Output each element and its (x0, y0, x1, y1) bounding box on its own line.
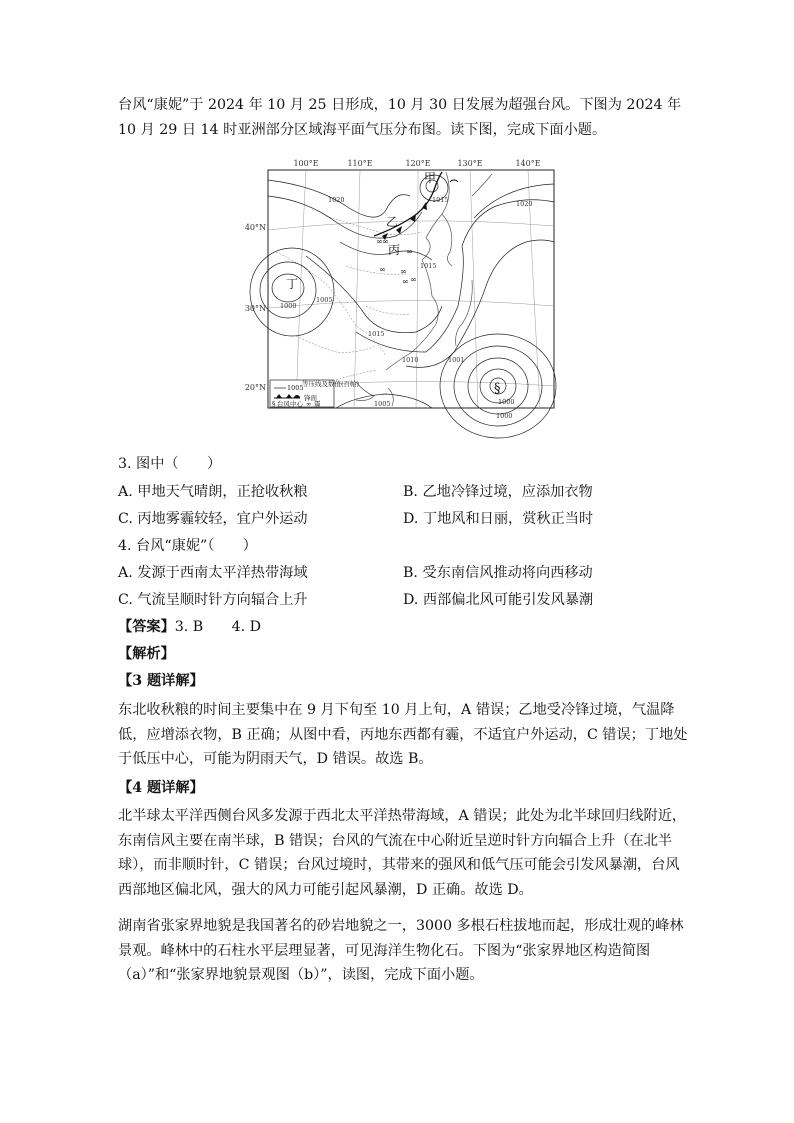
detail-3-label: 【3 题详解】 (118, 673, 204, 689)
q3-stem: 3. 图中（ ） (118, 456, 222, 472)
isobar-label: 1020 (328, 196, 345, 204)
answer-text: 3. B 4. D (174, 619, 262, 635)
q4-option-c: C. 气流呈顺时针方向辐合上升 (118, 592, 308, 608)
q3-option-c: C. 丙地雾霾较轻，宜户外运动 (118, 511, 308, 527)
isobar-label: 1000 (496, 412, 513, 420)
answer-line (118, 617, 261, 637)
typhoon-center-icon: § (494, 381, 501, 396)
place-label-yi: 乙 (386, 215, 399, 229)
isobar-label: 1020 (516, 200, 533, 208)
svg-text:∞: ∞ (382, 237, 389, 246)
q3-option-b: B. 乙地冷锋过境，应添加衣物 (403, 484, 593, 500)
place-label-ding: 丁 (286, 277, 299, 291)
svg-text:∞: ∞ (406, 247, 413, 256)
svg-text:∞: ∞ (306, 400, 312, 408)
legend-isobar-text: 等压线及数值(百帕) (302, 380, 360, 388)
lat-label-40: 40°N (244, 223, 266, 232)
lon-label-130: 130°E (457, 159, 483, 168)
svg-text:∞: ∞ (410, 275, 417, 284)
svg-text:§: § (272, 400, 276, 408)
isobar-label: 1015 (420, 262, 437, 270)
svg-text:1005: 1005 (287, 384, 304, 392)
isobar-label: 1010 (402, 356, 419, 364)
lon-label-120: 120°E (405, 159, 431, 168)
pressure-map (236, 156, 566, 420)
legend-haze-text: 霾 (314, 400, 321, 408)
detail-3-text: 东北收秋粮的时间主要集中在 9 月下旬至 10 月上旬，A 错误；乙地受冷锋过境，气温降低，应增添衣物，B 正确；从图中看，丙地东西都有霾，不适宜户外运动，C 错误；丁地处于低压中心，可能为阴雨天气，D 错误。故选 B。 (118, 702, 688, 767)
isobar-label: 1000 (280, 302, 297, 310)
isobar-label: 1015 (432, 196, 449, 204)
svg-text:∞: ∞ (376, 237, 383, 246)
svg-text:∞: ∞ (400, 267, 407, 276)
place-label-jia: 甲 (424, 171, 437, 185)
place-label-bing: 丙 (388, 243, 401, 257)
svg-text:∞: ∞ (402, 277, 409, 286)
detail-4-label: 【4 题详解】 (118, 780, 204, 796)
analysis-label: 【解析】 (118, 646, 175, 662)
answer-label: 【答案】 (118, 619, 175, 635)
q4-stem: 4. 台风“康妮”（ ） (118, 538, 257, 554)
isobar-label: 1000 (498, 398, 515, 406)
q4-option-d: D. 西部偏北风可能引发风暴潮 (403, 592, 594, 608)
next-passage: 湖南省张家界地貌是我国著名的砂岩地貌之一，3000 多根石柱拔地而起，形成壮观的峰林景观。峰林中的石柱水平层理显著，可见海洋生物化石。下图为“张家界地区构造简图（a）”和“张家界地貌景观图（b）”，读图，完成下面小题。 (118, 918, 684, 983)
q4-option-a: A. 发源于西南太平洋热带海域 (118, 565, 308, 581)
isobar-label: 1005 (374, 400, 391, 408)
lon-label-100: 100°E (293, 159, 319, 168)
isobar-label: 1001 (448, 356, 465, 364)
lon-label-140: 140°E (515, 159, 541, 168)
q3-option-a: A. 甲地天气晴朗，正抢收秋粮 (118, 484, 308, 500)
intro-paragraph: 台风“康妮”于 2024 年 10 月 25 日形成，10 月 30 日发展为超强台风。下图为 2024 年 10 月 29 日 14 时亚洲部分区域海平面气压分布图。读下图，完成下面小题。 (118, 97, 682, 138)
isobar-label: 1005 (316, 296, 333, 304)
legend-front-text: 锋面 (304, 394, 317, 402)
lat-label-30: 30°N (244, 304, 266, 313)
isobar-label: 1015 (368, 330, 385, 338)
lat-label-20: 20°N (244, 383, 266, 392)
q4-option-b: B. 受东南信风推动将向西移动 (403, 565, 593, 581)
q3-option-d: D. 丁地风和日丽，赏秋正当时 (403, 511, 594, 527)
detail-4-text: 北半球太平洋西侧台风多发源于西北太平洋热带海域，A 错误；此处为北半球回归线附近，东南信风主要在南半球，B 错误；台风的气流在中心附近呈逆时针方向辐合上升（在北半球），而非顺时针，C 错误；台风过境时，其带来的强风和低气压可能会引发风暴潮，台风西部地区偏北风，强大的风力可能引起风暴潮，D 正确。故选 D。 (118, 808, 687, 898)
svg-text:∞: ∞ (379, 265, 386, 274)
legend-typhoon-text: 台风中心 (277, 400, 303, 408)
pressure-map-svg (236, 156, 566, 420)
lon-label-110: 110°E (347, 159, 373, 168)
